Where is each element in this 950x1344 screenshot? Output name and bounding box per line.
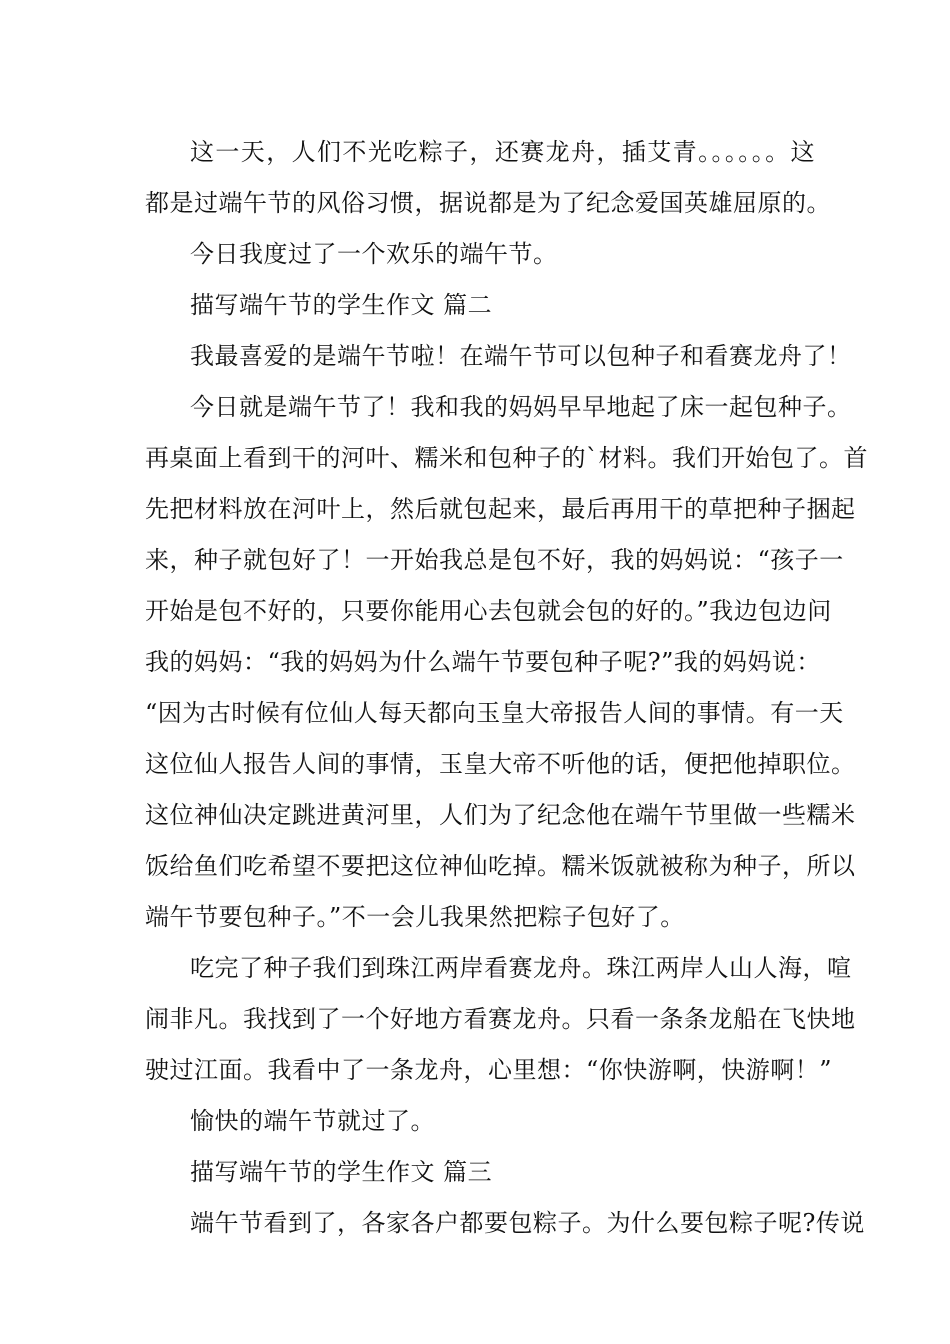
paragraph-line: 愉快的端午节就过了。 (190, 1107, 435, 1135)
paragraph-line: 闹非凡。我找到了一个好地方看赛龙舟。只看一条条龙船在飞快地 (145, 1005, 856, 1033)
paragraph-line: 端午节看到了，各家各户都要包粽子。为什么要包粽子呢?传说 (190, 1209, 865, 1237)
paragraph-line: 这一天，人们不光吃粽子，还赛龙舟，插艾青。。。。。。这 (190, 138, 815, 166)
paragraph-line: 今日就是端午节了！我和我的妈妈早早地起了床一起包种子。 (190, 393, 852, 421)
section-heading: 描写端午节的学生作文 篇三 (190, 1158, 493, 1186)
paragraph-line: 来，种子就包好了！一开始我总是包不好，我的妈妈说：“孩子一 (145, 546, 844, 574)
paragraph-line: 我最喜爱的是端午节啦！在端午节可以包种子和看赛龙舟了！ (190, 342, 852, 370)
paragraph-line: 吃完了种子我们到珠江两岸看赛龙舟。珠江两岸人山人海，喧 (190, 954, 852, 982)
paragraph-line: 端午节要包种子。”不一会儿我果然把粽子包好了。 (145, 903, 685, 931)
paragraph-line: 今日我度过了一个欢乐的端午节。 (190, 240, 558, 268)
paragraph-line: 这位神仙决定跳进黄河里，人们为了纪念他在端午节里做一些糯米 (145, 801, 856, 829)
section-heading: 描写端午节的学生作文 篇二 (190, 291, 493, 319)
paragraph-line: “因为古时候有位仙人每天都向玉皇大帝报告人间的事情。有一天 (145, 699, 844, 727)
paragraph-line: 驶过江面。我看中了一条龙舟，心里想：“你快游啊，快游啊！” (145, 1056, 833, 1084)
paragraph-line: 再桌面上看到干的河叶、糯米和包种子的`材料。我们开始包了。首 (145, 444, 868, 472)
paragraph-line: 饭给鱼们吃希望不要把这位神仙吃掉。糯米饭就被称为种子，所以 (145, 852, 856, 880)
paragraph-line: 这位仙人报告人间的事情，玉皇大帝不听他的话，便把他掉职位。 (145, 750, 856, 778)
paragraph-line: 先把材料放在河叶上，然后就包起来，最后再用干的草把种子捆起 (145, 495, 856, 523)
paragraph-line: 我的妈妈：“我的妈妈为什么端午节要包种子呢?”我的妈妈说： (145, 648, 821, 676)
paragraph-line: 都是过端午节的风俗习惯，据说都是为了纪念爱国英雄屈原的。 (145, 189, 831, 217)
paragraph-line: 开始是包不好的，只要你能用心去包就会包的好的。”我边包边问 (145, 597, 832, 625)
